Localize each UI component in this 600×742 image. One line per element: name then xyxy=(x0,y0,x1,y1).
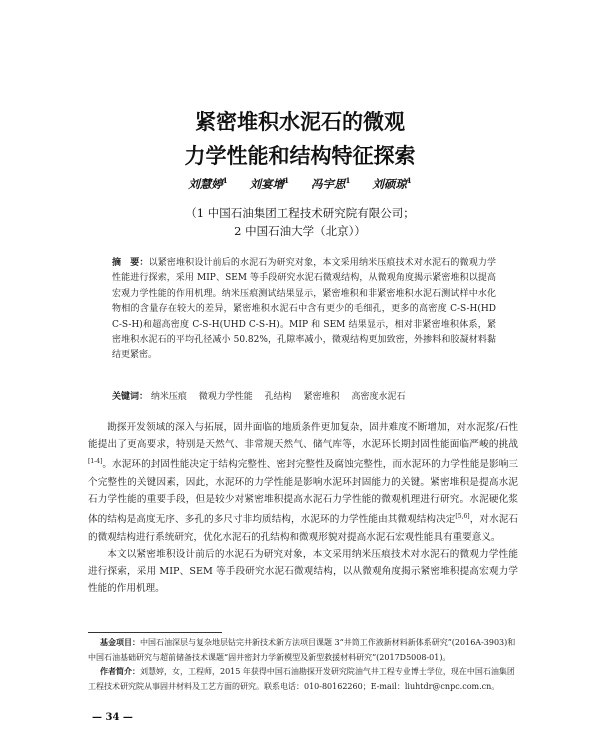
citation: [1-4] xyxy=(88,458,103,466)
footnote-rule xyxy=(88,632,222,633)
author: 冯宇思$^1$ xyxy=(311,176,351,191)
abstract xyxy=(112,256,496,364)
keyword: 微观力学性能 xyxy=(198,392,253,402)
author: 刘宴增$^1$ xyxy=(249,176,289,191)
affiliation-1: （1 中国石油集团工程技术研究院有限公司； xyxy=(185,206,415,220)
author: 刘慧婷$^1$ xyxy=(188,176,228,191)
keywords-label: 关键词： xyxy=(112,392,149,402)
funding-note: 基金项目：中国石油深层与复杂地层钻完井新技术新方法项目课题 3“井筒工作液新材料新体系研究”(2016A-3903)和中国石油基础研究与超前储备技术课题“固井密封力学新模型及新型救援材料研究”(2017D5008-01)。 xyxy=(88,638,516,662)
footnotes xyxy=(88,636,518,694)
keywords xyxy=(112,390,496,405)
author-bio-note: 作者简介：刘慧婷，女，工程师，2015 年获得中国石油勘探开发研究院油气井工程专业博士学位，现在中国石油集团工程技术研究院从事固井材料及工艺方面的研究。联系电话：010-80162260；E-mail：liuhtdr@cnpc.com.cn。 xyxy=(88,667,515,691)
abstract-text: 以紧密堆积设计前后的水泥石为研究对象，本文采用纳米压痕技术对水泥石的微观力学性能进行探索，采用 MIP、SEM 等手段研究水泥石微观结构，从微观角度揭示紧密堆积以提高宏观力学性能的作用机理。纳米压痕测试结果显示，紧密堆积和非紧密堆积水泥石测试样中水化物相的含量存在较大的差异，紧密堆积水泥石中含有更少的毛细孔，更多的高密度 C-S-H(HD C-S-H)和超高密度 C-S-H(UHD C-S-H)。MIP 和 SEM 结果显示，相对非紧密堆积体系，紧密堆积水泥石的平均孔径减小 50.82%，孔隙率减小，微观结构更加致密，外掺料和胶凝材料黏结更紧密。 xyxy=(112,258,496,361)
title-line-1: 紧密堆积水泥石的微观 xyxy=(195,110,405,134)
title-line-2: 力学性能和结构特征探索 xyxy=(184,144,416,168)
keyword: 孔结构 xyxy=(264,392,292,402)
author: 刘硕琼$^1$ xyxy=(372,176,412,191)
affiliation-2: 2 中国石油大学（北京）） xyxy=(234,224,366,238)
citation: [5,6] xyxy=(455,513,470,521)
keyword: 高密度水泥石 xyxy=(351,392,406,402)
paper-title xyxy=(0,105,600,173)
body-paragraph: 勘探开发领域的深入与拓展，固井面临的地质条件更加复杂，固井难度不断增加，对水泥浆/石性能提出了更高要求，特别是天然气、非常规天然气、储气库等，水泥环长期封固性能面临严峻的挑战[1-4]。水泥环的封固性能决定于结构完整性、密封完整性及腐蚀完整性，而水泥环的力学性能是影响三个完整性的关键因素，因此，水泥环的力学性能是影响水泥环封固能力的关键。紧密堆积是提高水泥石力学性能的重要手段，但是较少对紧密堆积提高水泥石力学性能的微观机理进行研究。水泥硬化浆体的结构是高度无序、多孔的多尺寸非均质结构，水泥环的力学性能由其微观结构决定[5,6]，对水泥石的微观结构进行系统研究，优化水泥石的孔结构和微观形貌对提高水泥石宏观性能具有重要意义。 xyxy=(88,422,519,543)
keyword: 纳米压痕 xyxy=(150,392,187,402)
keyword: 紧密堆积 xyxy=(303,392,340,402)
body-text xyxy=(88,419,518,597)
affiliations xyxy=(0,204,600,240)
abstract-label: 摘 要： xyxy=(112,258,149,268)
body-paragraph: 本文以紧密堆积设计前后的水泥石为研究对象，本文采用纳米压痕技术对水泥石的微观力学性能进行探索，采用 MIP、SEM 等手段研究水泥石微观结构，以从微观角度揭示紧密堆积提高宏观力学性能的作用机理。 xyxy=(88,548,518,595)
author-list xyxy=(0,176,600,192)
page-number: — 34 — xyxy=(92,712,133,723)
